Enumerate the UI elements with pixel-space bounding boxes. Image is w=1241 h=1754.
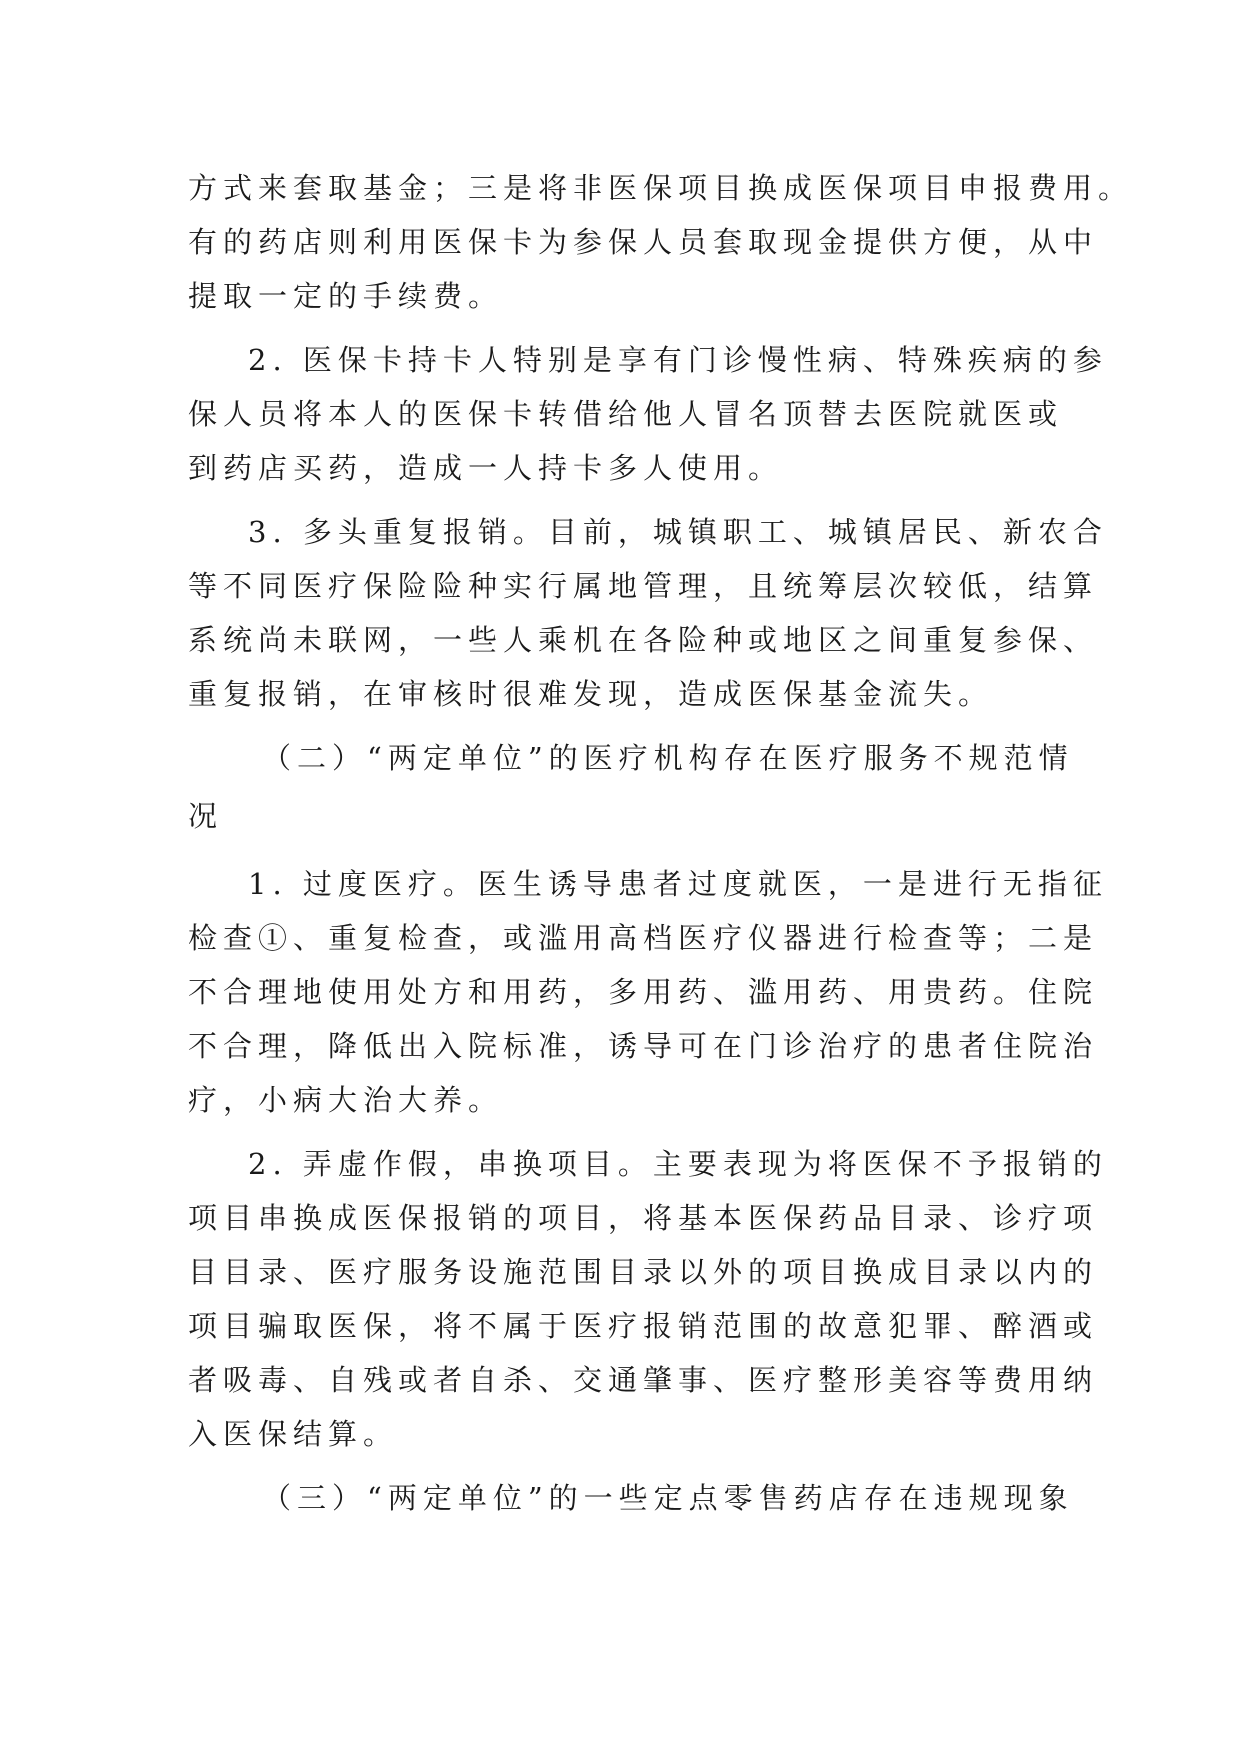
text-line-16: 不合理，降低出入院标准，诱导可在门诊治疗的患者住院治: [188, 1029, 1099, 1063]
text-line-8: 等不同医疗保险险种实行属地管理，且统筹层次较低，结算: [188, 569, 1099, 603]
text-line-1: 方式来套取基金；三是将非医保项目换成医保项目申报费用。: [188, 171, 1134, 205]
text-line-9: 系统尚未联网，一些人乘机在各险种或地区之间重复参保、: [188, 623, 1099, 657]
text-line-21: 项目骗取医保，将不属于医疗报销范围的故意犯罪、醉酒或: [188, 1309, 1099, 1343]
text-line-15: 不合理地使用处方和用药，多用药、滥用药、用贵药。住院: [188, 975, 1099, 1009]
text-line-20: 目目录、医疗服务设施范围目录以外的项目换成目录以内的: [188, 1255, 1099, 1289]
text-line-18: 2. 弄虚作假，串换项目。主要表现为将医保不予报销的: [248, 1147, 1108, 1181]
text-line-3: 提取一定的手续费。: [188, 279, 504, 313]
text-line-4: 2. 医保卡持卡人特别是享有门诊慢性病、特殊疾病的参: [248, 343, 1108, 377]
text-line-5: 保人员将本人的医保卡转借给他人冒名顶替去医院就医或: [188, 397, 1064, 431]
section-heading-2: （二）“两定单位”的医疗机构存在医疗服务不规范情: [262, 741, 1074, 775]
text-line-10: 重复报销，在审核时很难发现，造成医保基金流失。: [188, 677, 994, 711]
text-line-6: 到药店买药，造成一人持卡多人使用。: [188, 451, 784, 485]
text-line-13: 1. 过度医疗。医生诱导患者过度就医，一是进行无指征: [248, 867, 1108, 901]
section-heading-2-cont: 况: [188, 799, 224, 833]
text-line-19: 项目串换成医保报销的项目，将基本医保药品目录、诊疗项: [188, 1201, 1099, 1235]
text-line-17: 疗，小病大治大养。: [188, 1083, 504, 1117]
text-line-14: 检查①、重复检查，或滥用高档医疗仪器进行检查等；二是: [188, 921, 1099, 955]
text-line-22: 者吸毒、自残或者自杀、交通肇事、医疗整形美容等费用纳: [188, 1363, 1099, 1397]
text-line-23: 入医保结算。: [188, 1417, 399, 1451]
text-line-2: 有的药店则利用医保卡为参保人员套取现金提供方便，从中: [188, 225, 1099, 259]
section-heading-3: （三）“两定单位”的一些定点零售药店存在违规现象: [262, 1481, 1074, 1515]
text-line-7: 3. 多头重复报销。目前，城镇职工、城镇居民、新农合: [248, 515, 1108, 549]
